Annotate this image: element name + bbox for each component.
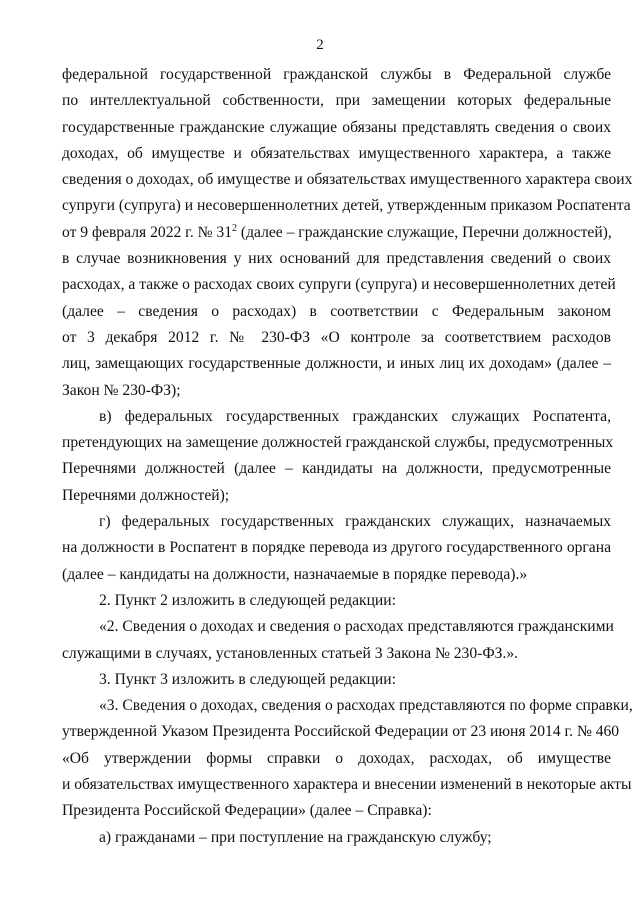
text-line: Перечнями должностей (далее – кандидаты на должности, предусмотренные: [62, 460, 611, 478]
paragraph-point-3-text: [62, 693, 633, 824]
text-line: лиц, замещающих государственные должности, и иных лиц их доходам» (далее –: [62, 355, 611, 373]
text-line: и обязательствах имущественного характера и внесении изменений в некоторые акты: [62, 776, 632, 794]
document-text: [62, 62, 633, 851]
page-number: 2: [316, 37, 324, 53]
text-line: расходах, а также о расходах своих супруги (супруга) и несовершеннолетних детей: [62, 276, 616, 294]
paragraph-point-2-heading: [62, 588, 611, 614]
text-line: федеральной государственной гражданской службы в Федеральной службе: [62, 66, 611, 83]
text-line: Закон № 230-ФЗ);: [62, 381, 181, 399]
paragraph-item-g: [62, 509, 611, 588]
text-line: доходах, об имуществе и обязательствах имущественного характера, а также: [62, 144, 611, 162]
text-line: государственные гражданские служащие обязаны представлять сведения о своих: [62, 118, 611, 136]
text-line: утвержденной Указом Президента Российской Федерации от 23 июня 2014 г. № 460: [62, 723, 620, 741]
text-line: от 3 декабря 2012 г. № 230-ФЗ «О контроле за соответствием расходов: [62, 328, 611, 346]
text-line: в) федеральных государственных гражданских служащих Роспатента,: [99, 407, 611, 425]
text-line: «3. Сведения о доходах, сведения о расходах представляются по форме справки,: [99, 697, 633, 715]
text-line: в случае возникновения у них оснований для представления сведений о своих: [62, 250, 611, 268]
text-line: служащими в случаях, установленных статьей 3 Закона № 230-ФЗ.».: [62, 644, 519, 662]
text-line: на должности в Роспатент в порядке перевода из другого государственного органа: [62, 539, 611, 557]
text-line: супруги (супруга) и несовершеннолетних детей, утвержденным приказом Роспатента: [62, 197, 631, 215]
text-line: сведения о доходах, об имуществе и обязательствах имущественного характера своих: [62, 171, 633, 189]
text-line: «2. Сведения о доходах и сведения о расходах представляются гражданскими: [99, 618, 614, 636]
text-line: [62, 220, 611, 246]
footnote-marker: 2: [232, 222, 237, 234]
paragraph-item-a: [62, 825, 611, 851]
text-line: 3. Пункт 3 изложить в следующей редакции:: [99, 670, 396, 688]
text-line: Президента Российской Федерации» (далее – Справка):: [62, 802, 432, 820]
paragraph-continuation-b: [62, 62, 633, 404]
text-line: (далее – сведения о расходах) в соответствии с Федеральным законом: [62, 302, 611, 320]
text-line: а) гражданами – при поступление на гражданскую службу;: [99, 828, 492, 846]
text-line: претендующих на замещение должностей гражданской службы, предусмотренных: [62, 434, 614, 452]
paragraph-point-2-text: [62, 614, 614, 667]
text-fragment: от 9 февраля 2022 г. № 31: [62, 223, 232, 241]
text-fragment: (далее – гражданские служащие, Перечни должностей),: [237, 223, 612, 241]
text-line: г) федеральных государственных гражданских служащих, назначаемых: [99, 513, 611, 531]
text-line: (далее – кандидаты на должности, назначаемые в порядке перевода).»: [62, 565, 528, 583]
paragraph-item-v: [62, 404, 614, 509]
text-line: 2. Пункт 2 изложить в следующей редакции:: [99, 591, 396, 609]
paragraph-point-3-heading: [62, 667, 611, 693]
text-line: по интеллектуальной собственности, при замещении которых федеральные: [62, 92, 611, 110]
text-line: «Об утверждении формы справки о доходах, расходах, об имуществе: [62, 749, 611, 767]
text-line: Перечнями должностей);: [62, 486, 230, 504]
